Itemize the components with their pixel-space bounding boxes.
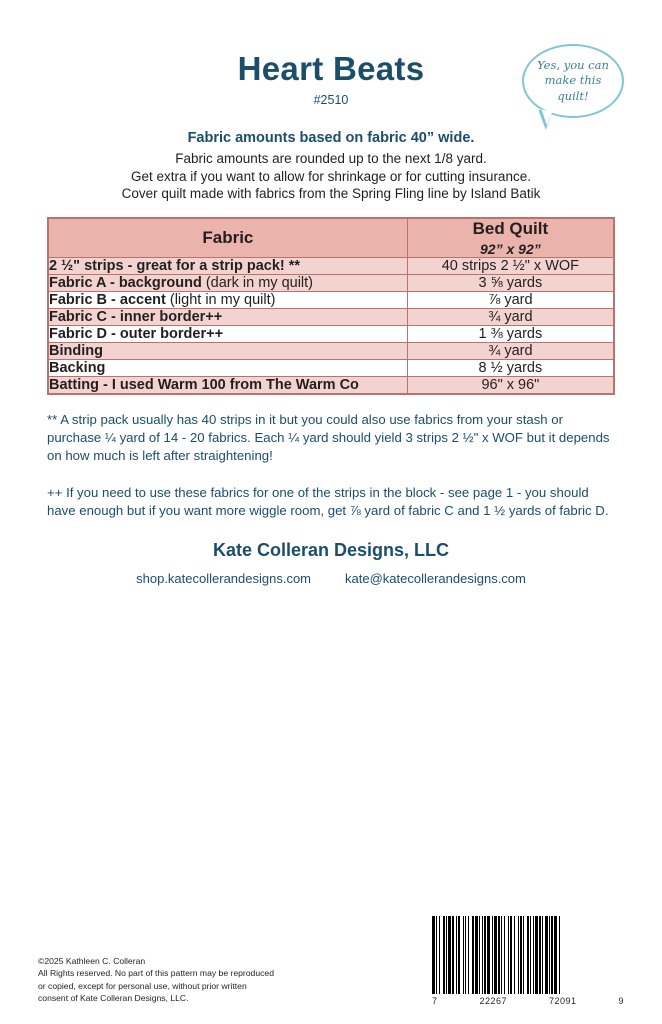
intro-line-3: Get extra if you want to allow for shrinkage or for cutting insurance. — [131, 168, 531, 184]
column-header-bed-quilt-label: Bed Quilt — [472, 219, 549, 239]
column-header-bed-quilt-size: 92” x 92” — [480, 241, 541, 258]
table-row — [49, 292, 614, 309]
row-value: ⅞ yard — [407, 292, 613, 309]
intro-lead: Fabric amounts based on fabric 40” wide. — [187, 129, 475, 146]
copyright-block — [38, 955, 338, 1004]
footer — [0, 540, 662, 586]
intro-block — [0, 129, 662, 204]
table-row — [49, 343, 614, 360]
row-value: ¾ yard — [407, 309, 613, 326]
badge-line-1: Yes, you can — [537, 57, 609, 72]
company-name: Kate Colleran Designs, LLC — [212, 539, 450, 560]
table-row — [49, 377, 614, 394]
row-label-bold: Backing — [49, 360, 106, 377]
row-label-light: (light in my quilt) — [169, 292, 276, 309]
fabric-requirements-table — [47, 217, 615, 395]
intro-line-4: Cover quilt made with fabrics from the Spring Fling line by Island Batik — [121, 186, 541, 202]
row-label — [49, 343, 408, 360]
row-label — [49, 377, 408, 394]
row-label — [49, 360, 408, 377]
row-label — [49, 309, 408, 326]
footnote-borders: ++ If you need to use these fabrics for one of the strips in the block - see page 1 - you should have enough but if you want more wiggle room, get ⅞ yard of fabric C and 1 ½ yards of fabric D. — [47, 485, 609, 518]
badge-text — [524, 58, 622, 105]
row-label — [49, 275, 408, 292]
row-label-light: (dark in my quilt) — [205, 275, 314, 292]
row-value: 3 ⅝ yards — [407, 275, 613, 292]
row-value: 1 ⅜ yards — [407, 326, 613, 343]
barcode-digits — [432, 996, 624, 1006]
intro-line-2: Fabric amounts are rounded up to the next 1/8 yard. — [175, 150, 487, 166]
badge-tail-icon — [534, 110, 552, 131]
shop-url-link[interactable]: shop.katecollerandesigns.com — [136, 570, 312, 586]
row-label-bold: Fabric D - outer border++ — [49, 326, 224, 343]
barcode-digit-group-2: 72091 — [548, 996, 577, 1006]
copyright-line-3: or copied, except for personal use, without prior written — [38, 980, 247, 991]
row-label-bold: Batting - I used Warm 100 from The Warm Co — [49, 377, 359, 394]
encouragement-badge — [522, 44, 624, 118]
column-header-fabric-label: Fabric — [202, 228, 254, 248]
row-label-bold: Binding — [49, 343, 103, 360]
row-value: 40 strips 2 ½" x WOF — [407, 258, 613, 275]
barcode-digit-left: 7 — [432, 996, 438, 1006]
footnote-strips: ** A strip pack usually has 40 strips in it but you could also use fabrics from your stash or purchase ¼ yard of 14 - 20 fabrics. Each ¼ yard should yield 3 strips 2 ½" x WOF but it depends on how much is left after straightening! — [47, 412, 610, 463]
row-label-bold: Fabric C - inner border++ — [49, 309, 223, 326]
row-label-bold: Fabric B - accent — [49, 292, 170, 309]
contact-row — [0, 571, 662, 586]
row-value: 96" x 96" — [407, 377, 613, 394]
copyright-line-1: ©2025 Kathleen C. Colleran — [38, 956, 146, 967]
footnotes — [47, 411, 615, 519]
barcode — [432, 916, 624, 1006]
pattern-number: #2510 — [313, 92, 349, 107]
page-title: Heart Beats — [237, 50, 425, 87]
column-header-bed-quilt — [407, 219, 613, 258]
table-row — [49, 360, 614, 377]
table-header-row — [49, 219, 614, 258]
barcode-digit-group-1: 22267 — [479, 996, 508, 1006]
row-label — [49, 258, 408, 275]
table-row — [49, 275, 614, 292]
email-link[interactable]: kate@katecollerandesigns.com — [345, 570, 526, 586]
column-header-fabric — [49, 219, 408, 258]
row-label — [49, 292, 408, 309]
row-label-bold: 2 ½" strips - great for a strip pack! ** — [49, 258, 301, 275]
row-value: 8 ½ yards — [407, 360, 613, 377]
copyright-line-4: consent of Kate Colleran Designs, LLC. — [38, 992, 189, 1003]
table-row — [49, 309, 614, 326]
barcode-bars — [432, 916, 624, 994]
row-label — [49, 326, 408, 343]
row-label-bold: Fabric A - background — [49, 275, 206, 292]
table-row — [49, 258, 614, 275]
copyright-line-2: All Rights reserved. No part of this pattern may be reproduced — [38, 968, 274, 979]
barcode-digit-right: 9 — [618, 996, 624, 1006]
row-value: ¾ yard — [407, 343, 613, 360]
badge-line-2: make this quilt! — [544, 73, 602, 103]
table-row — [49, 326, 614, 343]
